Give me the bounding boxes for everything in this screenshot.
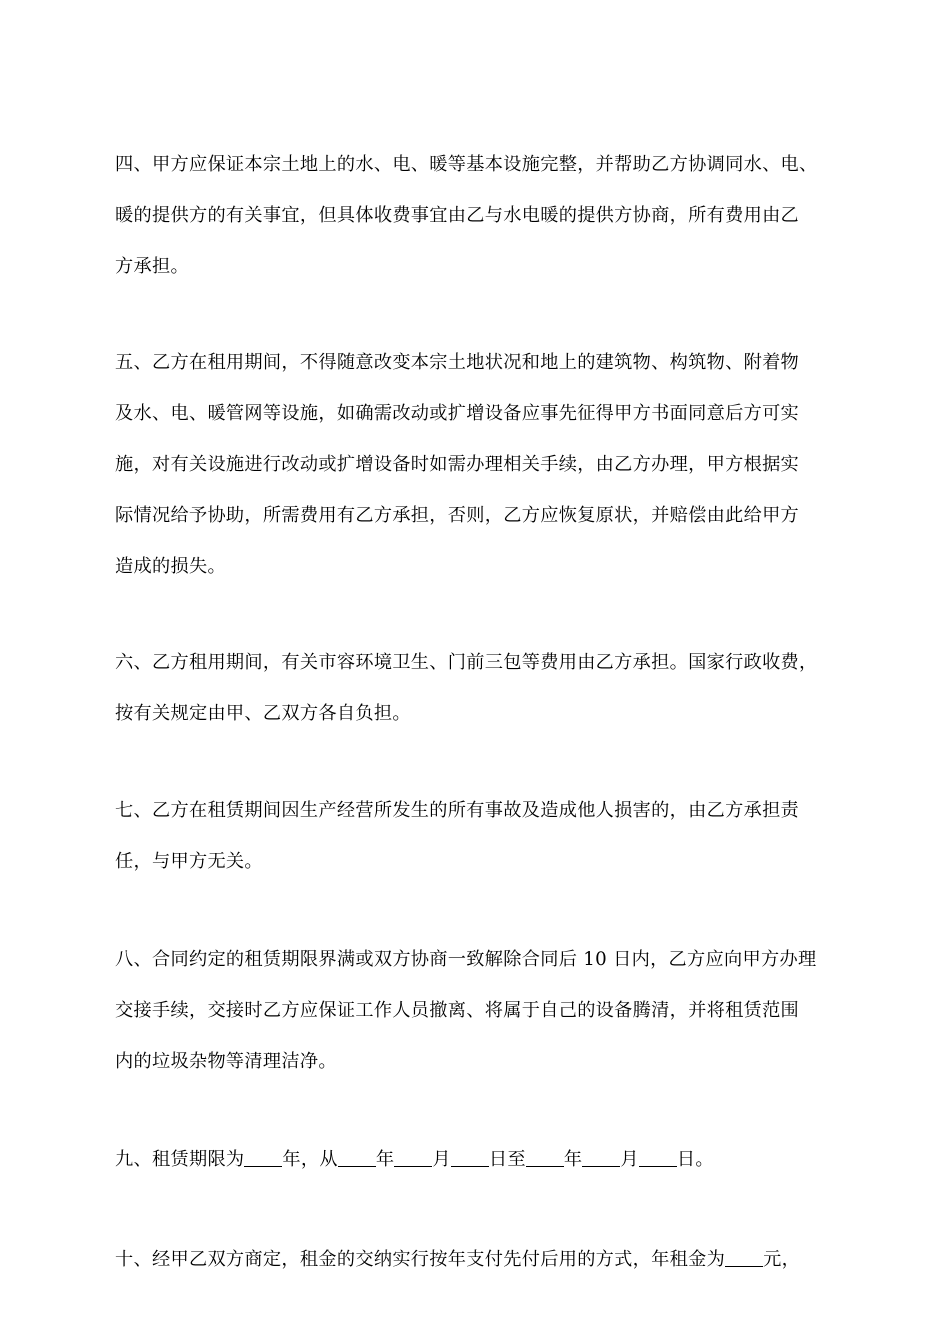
text-line: 暖的提供方的有关事宜，但具体收费事宜由乙与水电暖的提供方协商，所有费用由乙 bbox=[115, 205, 800, 226]
clause-9-text: 年 bbox=[563, 1149, 583, 1170]
clause-9-text: 日至 bbox=[488, 1149, 526, 1170]
fill-blank bbox=[725, 1248, 763, 1267]
clause-7 bbox=[115, 785, 837, 887]
clause-8 bbox=[115, 934, 837, 1087]
clause-6 bbox=[115, 637, 837, 739]
fill-blank bbox=[394, 1148, 432, 1167]
fill-blank bbox=[338, 1148, 376, 1167]
text-line: 四、甲方应保证本宗土地上的水、电、暖等基本设施完整，并帮助乙方协调同水、电、 bbox=[115, 154, 818, 175]
text-line: 按有关规定由甲、乙双方各自负担。 bbox=[115, 703, 411, 724]
text-line: 造成的损失。 bbox=[115, 556, 226, 577]
clause-9-prefix: 九、租赁期限为 bbox=[115, 1149, 245, 1170]
text-line: 交接手续，交接时乙方应保证工作人员撤离、将属于自己的设备腾清，并将租赁范围 bbox=[115, 1000, 800, 1021]
fill-blank bbox=[639, 1148, 677, 1167]
text-line: 及水、电、暖管网等设施，如确需改动或扩增设备应事先征得甲方书面同意后方可实 bbox=[115, 403, 800, 424]
text-line: 施，对有关设施进行改动或扩增设备时如需办理相关手续，由乙方办理，甲方根据实 bbox=[115, 454, 800, 475]
fill-blank bbox=[451, 1148, 489, 1167]
clause-9-text: 年 bbox=[375, 1149, 395, 1170]
text-line: 任，与甲方无关。 bbox=[115, 851, 263, 872]
text-line: 七、乙方在租赁期间因生产经营所发生的所有事故及造成他人损害的，由乙方承担责 bbox=[115, 800, 800, 821]
text-line bbox=[115, 1134, 837, 1185]
text-line bbox=[115, 1234, 837, 1285]
clause-9-text: 日。 bbox=[676, 1149, 714, 1170]
text-line: 五、乙方在租用期间，不得随意改变本宗土地状况和地上的建筑物、构筑物、附着物 bbox=[115, 352, 800, 373]
clause-10-suffix: 元， bbox=[763, 1249, 801, 1270]
fill-blank bbox=[582, 1148, 620, 1167]
clause-9-text: 年，从 bbox=[282, 1149, 338, 1170]
text-line: 方承担。 bbox=[115, 256, 189, 277]
clause-5 bbox=[115, 337, 837, 592]
text-line: 六、乙方租用期间，有关市容环境卫生、门前三包等费用由乙方承担。国家行政收费， bbox=[115, 652, 818, 673]
clause-9 bbox=[115, 1134, 837, 1185]
fill-blank bbox=[526, 1148, 564, 1167]
clause-10-prefix: 十、经甲乙双方商定，租金的交纳实行按年支付先付后用的方式，年租金为 bbox=[115, 1249, 726, 1270]
text-line: 际情况给予协助，所需费用有乙方承担，否则，乙方应恢复原状，并赔偿由此给甲方 bbox=[115, 505, 800, 526]
fill-blank bbox=[244, 1148, 282, 1167]
clause-4 bbox=[115, 139, 837, 292]
clause-9-text: 月 bbox=[432, 1149, 451, 1170]
clause-9-text: 月 bbox=[620, 1149, 639, 1170]
text-line: 八、合同约定的租赁期限界满或双方协商一致解除合同后 10 日内，乙方应向甲方办理 bbox=[115, 949, 817, 970]
text-line: 内的垃圾杂物等清理洁净。 bbox=[115, 1051, 337, 1072]
clause-10 bbox=[115, 1234, 837, 1285]
